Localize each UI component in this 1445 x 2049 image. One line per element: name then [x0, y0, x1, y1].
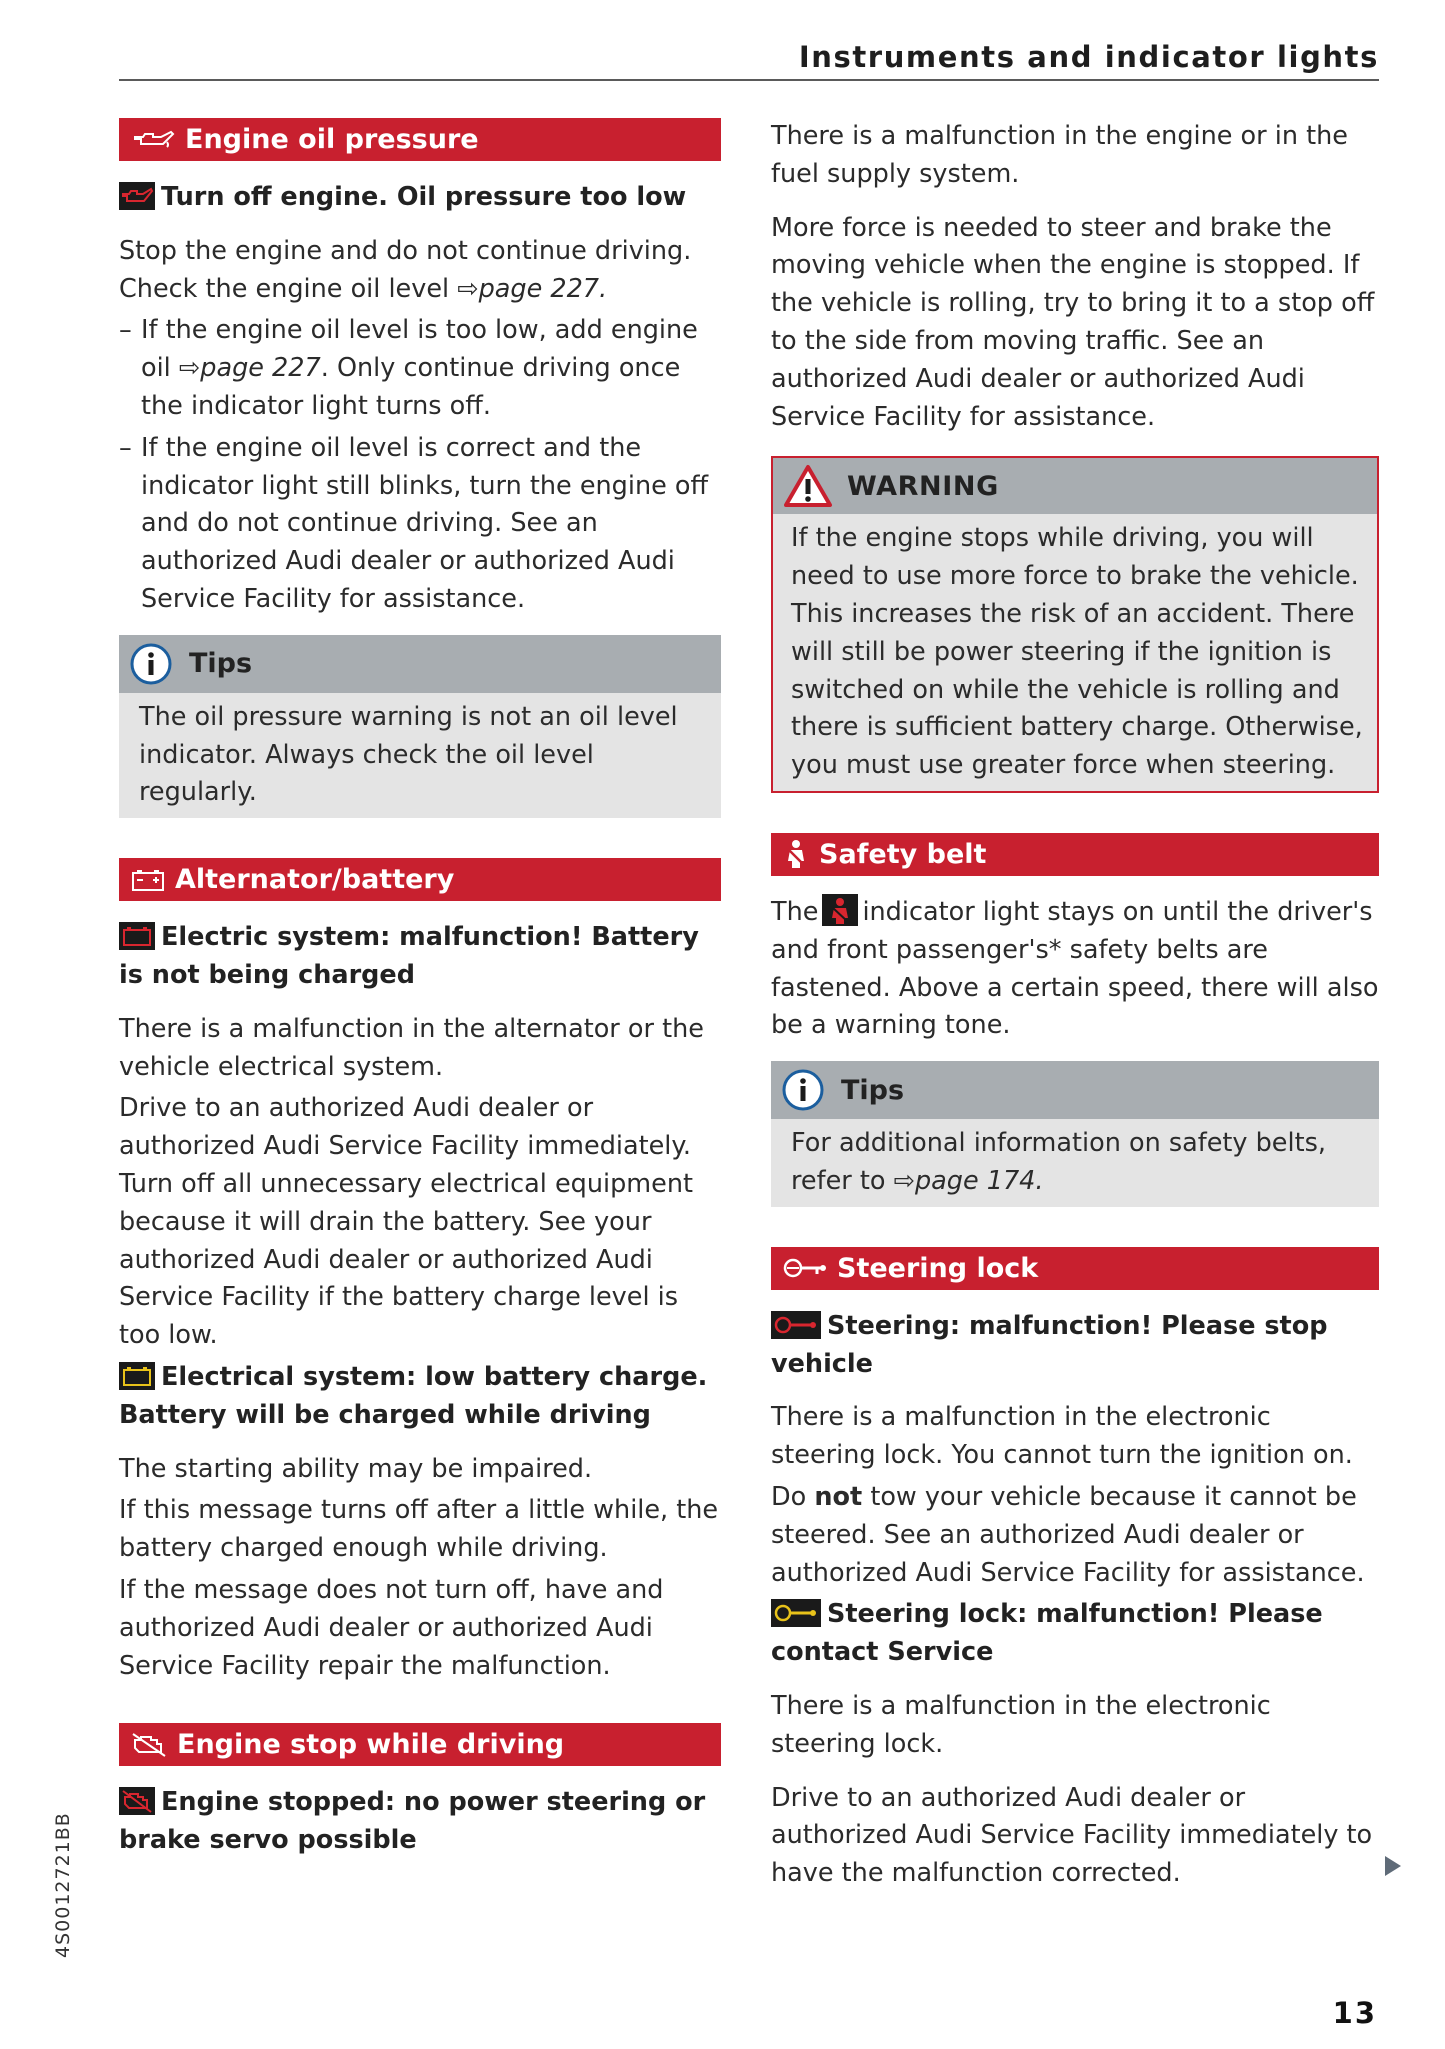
steering-yellow-lamp-icon: [771, 1599, 821, 1627]
section-engine-stop-while-driving: [119, 1723, 721, 1766]
belt-tips-box: [771, 1061, 1379, 1207]
list-item: – If the engine oil level is too low, add engine oil ⇨page 227. Only continue driving once the indicator light turns off.: [119, 315, 698, 421]
section-heading: Steering lock: [837, 1252, 1039, 1284]
tips-text: For additional information on safety belts, refer to ⇨page 174.: [791, 1128, 1326, 1196]
belt-paragraph: The indicator light stays on until the driver's and front passenger's* safety belts are fastened. Above a certain speed, there will also be a warning tone.: [771, 894, 1379, 1045]
steering-lock-service-message: Steering lock: malfunction! Please contact Service: [771, 1599, 1323, 1668]
battery-icon: [131, 868, 165, 892]
page-reference[interactable]: ⇨page 174.: [893, 1165, 1044, 1196]
document-code: 4S0012721BB: [52, 1812, 74, 1958]
section-steering-lock: [771, 1247, 1379, 1290]
engine-stopped-message: Engine stopped: no power steering or brake servo possible: [119, 1787, 706, 1856]
steering-red-lamp-icon: [771, 1311, 821, 1339]
engine-stop-icon: [131, 1732, 167, 1758]
section-engine-oil-pressure: [119, 118, 721, 161]
steering-lock-icon: [783, 1256, 827, 1280]
alternator-paragraph-1: There is a malfunction in the alternator or the vehicle electrical system.: [119, 1013, 704, 1082]
info-icon: [129, 642, 173, 686]
section-heading: Safety belt: [819, 838, 987, 870]
steering-malfunction-message: Steering: malfunction! Please stop vehicle: [771, 1310, 1328, 1379]
steering-paragraph-1: There is a malfunction in the electronic steering lock. You cannot turn the ignition on.: [771, 1402, 1353, 1471]
oil-can-icon: [131, 129, 175, 151]
steering-paragraph-4: Drive to an authorized Audi dealer or authorized Audi Service Facility immediately to have the malfunction corrected.: [771, 1782, 1373, 1889]
warning-triangle-icon: [783, 464, 833, 508]
section-heading: Engine oil pressure: [185, 124, 479, 155]
oil-pressure-message: Turn off engine. Oil pressure too low: [119, 179, 721, 217]
page-number: 13: [1332, 1996, 1377, 2030]
section-alternator-battery: [119, 858, 721, 901]
engine-stop-paragraph-2: More force is needed to steer and brake the moving vehicle when the engine is stopped. If the vehicle is rolling, try to bring it to a stop off to the side from moving traffic. See an authorized Audi dealer or authorized Audi Service Facility for assistance.: [771, 212, 1375, 432]
tips-header: Tips: [119, 635, 721, 693]
info-icon: [781, 1068, 825, 1112]
battery-yellow-lamp-icon: [119, 1362, 155, 1390]
tips-header: Tips: [771, 1061, 1379, 1119]
warning-box: [771, 456, 1379, 793]
header-rule: [119, 79, 1379, 81]
alternator-paragraph-3: The starting ability may be impaired.: [119, 1453, 593, 1484]
seat-belt-lamp-icon: [822, 894, 858, 926]
steering-paragraph-2: Do not tow your vehicle because it cannot be steered. See an authorized Audi dealer or authorized Audi Service Facility for assistance.: [771, 1481, 1365, 1588]
page-reference[interactable]: ⇨page 227: [178, 353, 321, 384]
right-column: [771, 118, 1379, 1893]
battery-not-charging-message: Electric system: malfunction! Battery is not being charged: [119, 922, 699, 990]
seat-belt-icon: [783, 839, 809, 869]
engine-stop-paragraph-1: There is a malfunction in the engine or in the fuel supply system.: [771, 121, 1348, 189]
battery-red-lamp-icon: [119, 922, 155, 950]
oil-paragraph-1: Stop the engine and do not continue driving. Check the engine oil level ⇨page 227.: [119, 235, 692, 304]
list-item: – If the engine oil level is correct and the indicator light still blinks, turn the engine off and do not continue driving. See an authorized Audi dealer or authorized Audi Service Facility for assistance.: [119, 432, 709, 614]
continue-arrow-icon: [1385, 1856, 1401, 1876]
alternator-paragraph-4: If this message turns off after a little while, the battery charged enough while driving.: [119, 1495, 719, 1564]
left-column: [119, 118, 721, 1860]
engine-stop-lamp-icon: [119, 1787, 155, 1815]
warning-header: WARNING: [773, 458, 1377, 514]
tips-text: The oil pressure warning is not an oil level indicator. Always check the oil level regularly.: [139, 701, 678, 808]
page-reference[interactable]: ⇨page 227.: [457, 273, 608, 304]
section-heading: Engine stop while driving: [177, 1729, 565, 1761]
low-battery-message: Electrical system: low battery charge. Battery will be charged while driving: [119, 1361, 708, 1430]
page-header-title: Instruments and indicator lights: [798, 40, 1379, 74]
oil-pressure-lamp-icon: [119, 182, 155, 210]
oil-tips-box: [119, 635, 721, 818]
section-heading: Alternator/battery: [175, 864, 455, 896]
alternator-paragraph-5: If the message does not turn off, have and authorized Audi dealer or authorized Audi Service Facility repair the malfunction.: [119, 1574, 664, 1681]
section-safety-belt: [771, 833, 1379, 876]
alternator-paragraph-2: Drive to an authorized Audi dealer or authorized Audi Service Facility immediately. Turn off all unnecessary electrical equipment because it will drain the battery. See your authorized Audi dealer or authorized Audi Service Facility if the battery charge level is too low.: [119, 1093, 693, 1351]
steering-paragraph-3: There is a malfunction in the electronic steering lock.: [771, 1690, 1271, 1759]
warning-text: If the engine stops while driving, you will need to use more force to brake the vehicle. This increases the risk of an accident. There will still be power steering if the ignition is switched on while the vehicle is rolling and there is sufficient battery charge. Otherwise, you must use greater force when steering.: [791, 523, 1363, 781]
